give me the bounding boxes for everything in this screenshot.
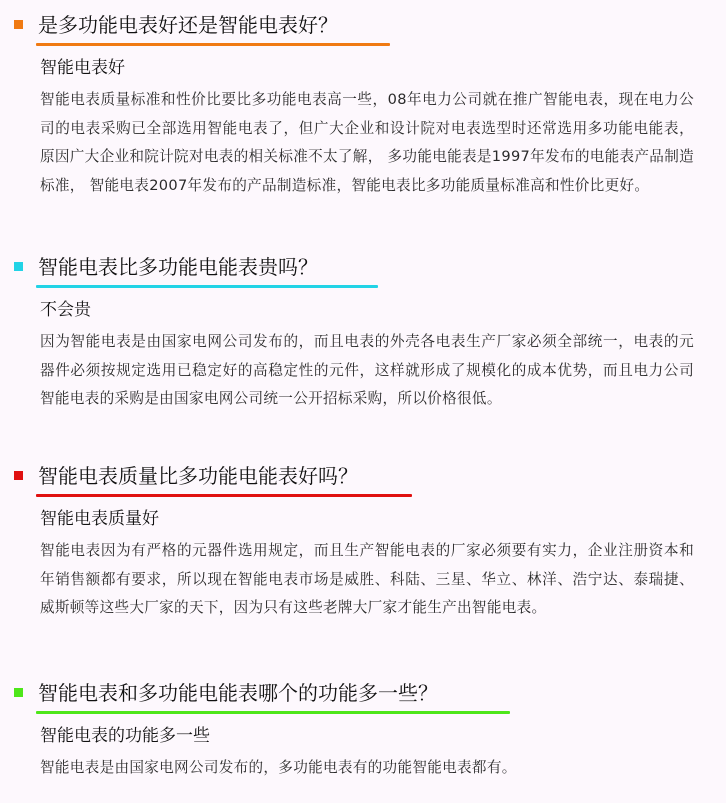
question-title: 智能电表和多功能电能表哪个的功能多一些？ (38, 681, 438, 705)
square-bullet-icon (14, 688, 23, 697)
answer-body: 因为智能电表是由国家电网公司发布的，而且电表的外壳各电表生产厂家必须全部统一，电表的元器件必须按规定选用已稳定好的高稳定性的元件，这样就形成了规模化的成本优势，而且电力公司智能电表的采购是由国家电网公司统一公开招标采购，所以价格很低。 (40, 333, 694, 407)
answer-body: 智能电表是由国家电网公司发布的，多功能电表有的功能智能电表都有。 (40, 759, 517, 776)
answer-body: 智能电表质量标准和性价比要比多功能电表高一些，08年电力公司就在推广智能电表，现在电力公司的电表采购已全部选用智能电表了，但广大企业和设计院对电表选型时还常选用多功能电能表，原因广大企业和院计院对电表的相关标准不太了解， 多功能电能表是1997年发布的电能表产品制造标准， 智能电表2007年发布的产品制造标准，智能电表比多功能质量标准高和性价比更好。 (40, 91, 694, 194)
answer-title: 智能电表好 (40, 58, 125, 78)
answer-title: 智能电表质量好 (40, 509, 159, 529)
question-underline (36, 43, 390, 46)
question-title: 智能电表比多功能电能表贵吗？ (38, 255, 318, 279)
question-title: 是多功能电表好还是智能电表好？ (38, 13, 338, 37)
question-underline (36, 494, 412, 497)
answer-title: 不会贵 (40, 300, 91, 320)
answer-title: 智能电表的功能多一些 (40, 726, 210, 746)
square-bullet-icon (14, 20, 23, 29)
question-underline (36, 285, 378, 288)
square-bullet-icon (14, 262, 23, 271)
square-bullet-icon (14, 471, 23, 480)
answer-body: 智能电表因为有严格的元器件选用规定，而且生产智能电表的厂家必须要有实力，企业注册资本和年销售额都有要求，所以现在智能电表市场是威胜、科陆、三星、华立、林洋、浩宁达、泰瑞捷、威斯顿等这些大厂家的天下，因为只有这些老牌大厂家才能生产出智能电表。 (40, 542, 694, 616)
question-title: 智能电表质量比多功能电能表好吗？ (38, 464, 358, 488)
question-underline (36, 711, 510, 714)
